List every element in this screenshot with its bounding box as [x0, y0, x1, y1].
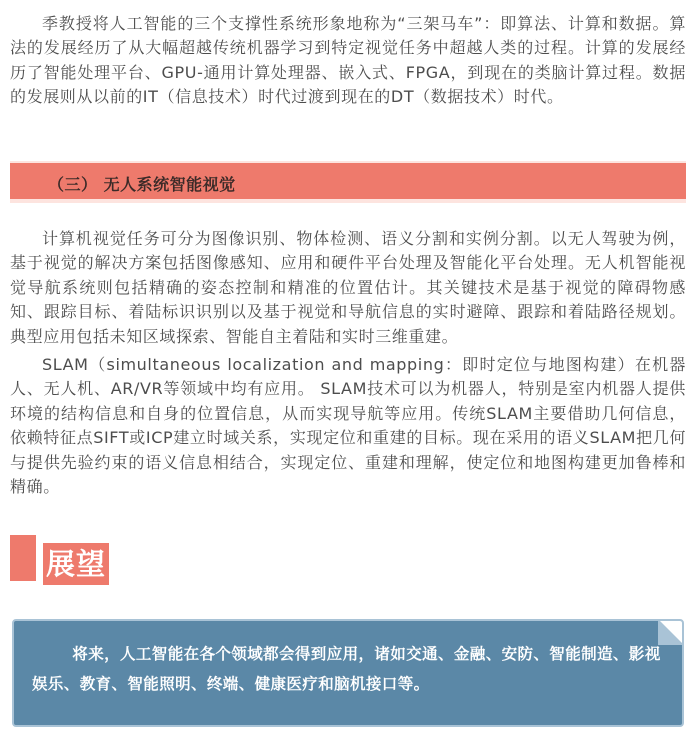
slam-paragraph: SLAM（simultaneous localization and mapping：即时定位与地图构建）在机器人、无人机、AR/VR等领域中均有应用。 SLAM技术可以为机器人，特别是室内机器人提供环境的结构信息和自身的位置信息，从而实现导航等应用。传统SLAM主要借助几何信息，依赖特征点SIFT或ICP建立时域关系，实现定位和重建的目标。现在采用的语义SLAM把几何与提供先验约束的语义信息相结合，实现定位、重建和理解，使定位和地图构建更加鲁棒和精确。	[10, 355, 686, 497]
outlook-callout-text: 将来，人工智能在各个领域都会得到应用，诸如交通、金融、安防、智能制造、影视娱乐、教育、智能照明、终端、健康医疗和脑机接口等。	[32, 644, 661, 693]
vision-paragraph: 计算机视觉任务可分为图像识别、物体检测、语义分割和实例分割。以无人驾驶为例，基于视觉的解决方案包括图像感知、应用和硬件平台处理及智能化平台处理。无人机智能视觉导航系统则包括精确的姿态控制和精准的位置估计。其关键技术是基于视觉的障碍物感知、跟踪目标、着陆标识识别以及基于视觉和导航信息的实时避障、跟踪和着陆路径规划。典型应用包括未知区域探索、智能自主着陆和实时三维重建。	[10, 229, 686, 346]
outlook-accent-bar	[10, 535, 36, 581]
intro-paragraph: 季教授将人工智能的三个支撑性系统形象地称为“三架马车”：即算法、计算和数据。算法的发展经历了从大幅超越传统机器学习到特定视觉任务中超越人类的过程。计算的发展经历了智能处理平台、GPU-通用计算处理器、嵌入式、FPGA，到现在的类脑计算过程。数据的发展则从以前的IT（信息技术）时代过渡到现在的DT（数据技术）时代。	[10, 14, 686, 107]
outlook-callout	[12, 619, 684, 727]
outlook-heading: 展望	[43, 543, 109, 585]
section-title: （三） 无人系统智能视觉	[48, 175, 236, 194]
section-banner	[10, 161, 686, 203]
